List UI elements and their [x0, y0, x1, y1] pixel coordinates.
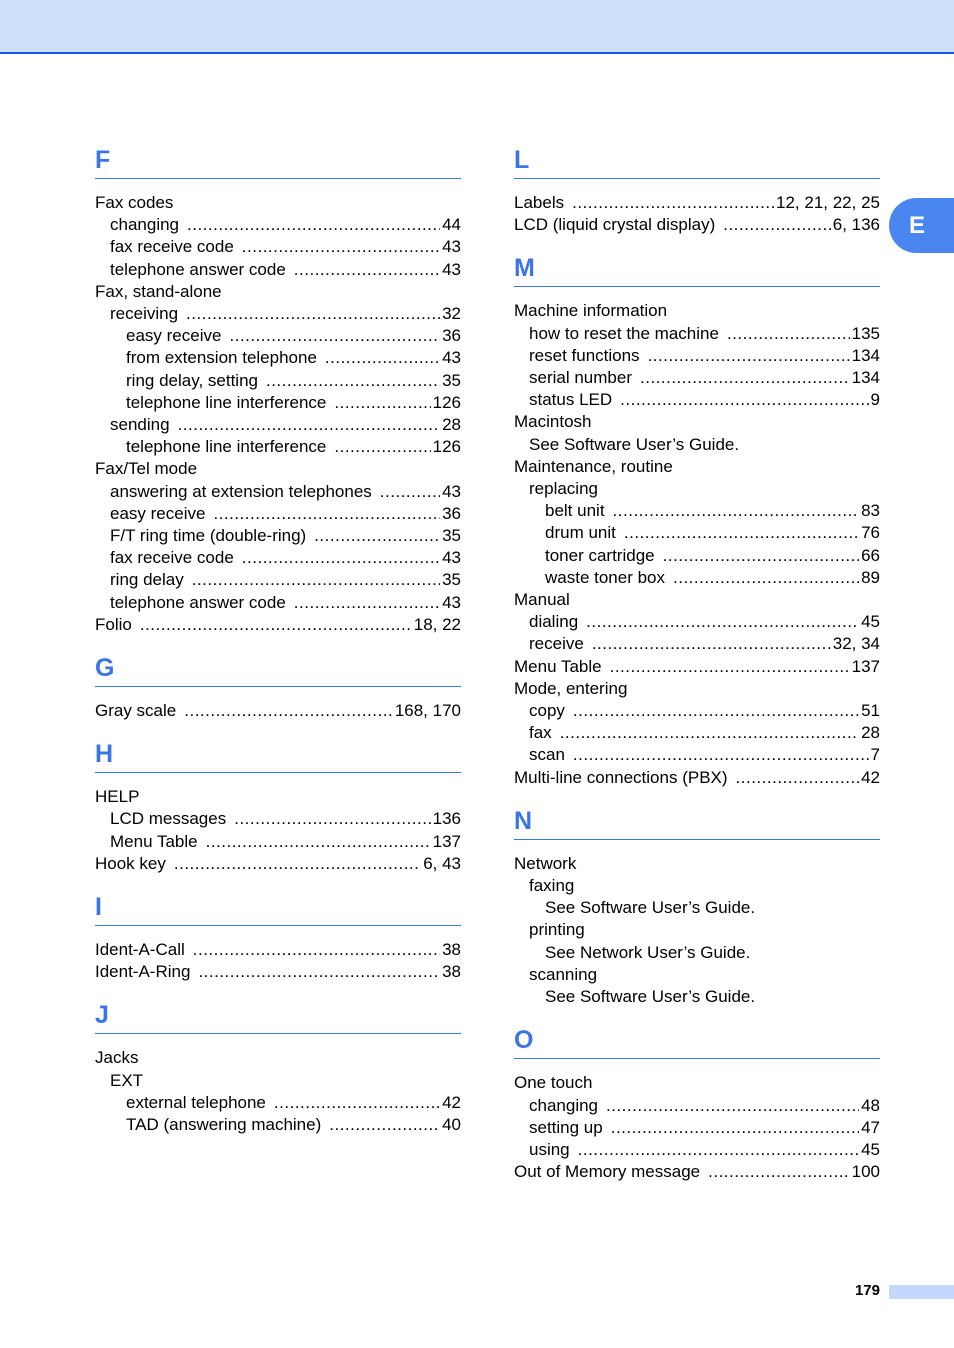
- index-entry-page[interactable]: 43: [442, 237, 461, 257]
- index-entry: [95, 786, 461, 808]
- index-entry-text: See Software User’s Guide.: [529, 434, 740, 454]
- index-entry: [95, 192, 461, 214]
- index-entry-page[interactable]: 43: [442, 259, 461, 279]
- index-entry: [514, 611, 880, 633]
- index-entry-text: external telephone: [126, 1092, 266, 1112]
- index-entry: [514, 767, 880, 789]
- index-entry: [95, 458, 461, 480]
- index-section-g: [95, 650, 461, 722]
- index-entry-text: LCD (liquid crystal display): [514, 215, 716, 235]
- index-entry-page[interactable]: 18, 22: [413, 614, 461, 634]
- index-entry-page[interactable]: 126: [432, 437, 461, 457]
- index-entry-page[interactable]: 12, 21, 22, 25: [776, 193, 880, 212]
- dot-leader: [184, 700, 393, 722]
- index-entry-text: serial number: [529, 368, 632, 388]
- dot-leader: [234, 808, 430, 830]
- index-entry: [514, 300, 880, 322]
- index-entry: [514, 192, 880, 214]
- index-entry-page[interactable]: 45: [861, 1139, 880, 1159]
- index-entry-page[interactable]: 47: [861, 1117, 880, 1137]
- index-entry: [514, 1095, 880, 1117]
- index-entry-text: printing: [529, 920, 585, 940]
- index-entry-page[interactable]: 134: [851, 345, 880, 365]
- index-entry-text: dialing: [529, 612, 579, 632]
- index-entry: [514, 633, 880, 655]
- index-entry-page[interactable]: 35: [442, 370, 461, 390]
- index-entry-text: Fax codes: [95, 193, 174, 212]
- dot-leader: [573, 700, 859, 722]
- index-entry: [514, 589, 880, 611]
- index-entry-text: from extension telephone: [126, 348, 317, 368]
- index-entry: [95, 831, 461, 853]
- index-entry-page[interactable]: 126: [432, 392, 461, 412]
- page-number-bar: [889, 1285, 954, 1299]
- index-entry-page[interactable]: 7: [870, 745, 880, 765]
- index-entry: [514, 389, 880, 411]
- dot-leader: [586, 611, 859, 633]
- index-entry-page[interactable]: 38: [442, 962, 461, 982]
- index-entry-text: drum unit: [545, 523, 616, 543]
- index-entry-text: Menu Table: [514, 656, 602, 676]
- section-letter-heading: F: [95, 142, 461, 179]
- index-entry-text: EXT: [110, 1070, 144, 1090]
- index-entry-page[interactable]: 36: [442, 326, 461, 346]
- index-entry-page[interactable]: 43: [442, 348, 461, 368]
- dot-leader: [606, 1095, 859, 1117]
- index-entry-text: sending: [110, 415, 170, 435]
- index-entry-text: Network: [514, 853, 577, 873]
- dot-leader: [213, 503, 440, 525]
- index-entry: [514, 853, 880, 875]
- index-entry: [95, 281, 461, 303]
- index-entry-text: See Network User’s Guide.: [545, 942, 751, 962]
- section-letter-heading: G: [95, 650, 461, 687]
- index-entry: [514, 875, 880, 897]
- dot-leader: [613, 500, 860, 522]
- index-entry-text: receive: [529, 634, 584, 654]
- index-entry: [95, 325, 461, 347]
- index-entry-page[interactable]: 35: [442, 526, 461, 546]
- dot-leader: [624, 522, 859, 544]
- index-entry-text: changing: [529, 1095, 599, 1115]
- index-entry: [95, 392, 461, 414]
- section-letter-heading: L: [514, 142, 880, 179]
- index-entry-page[interactable]: 89: [861, 567, 880, 587]
- index-entry-page[interactable]: 135: [851, 323, 880, 343]
- dot-leader: [708, 1161, 850, 1183]
- index-section-o: [514, 1022, 880, 1183]
- index-entry-text: Manual: [514, 590, 570, 610]
- dot-leader: [229, 325, 440, 347]
- index-entry-text: telephone line interference: [126, 392, 327, 412]
- index-entry-text: Gray scale: [95, 701, 177, 721]
- index-entry: [514, 567, 880, 589]
- index-entry: [95, 481, 461, 503]
- index-entry-text: Folio: [95, 614, 132, 634]
- index-entry-text: ring delay, setting: [126, 370, 258, 390]
- index-entry-page[interactable]: 137: [851, 656, 880, 676]
- index-entry-text: fax receive code: [110, 548, 234, 568]
- index-section-j: [95, 997, 461, 1136]
- index-entry-text: telephone answer code: [110, 592, 286, 612]
- index-entry-text: easy receive: [126, 326, 222, 346]
- index-entry-text: changing: [110, 215, 180, 235]
- index-column-right: [514, 142, 880, 1197]
- index-entry-text: Fax, stand-alone: [95, 281, 222, 301]
- dot-leader: [611, 1117, 859, 1139]
- index-entry-page[interactable]: 48: [861, 1095, 880, 1115]
- index-entry-page[interactable]: 35: [442, 570, 461, 590]
- index-section-l: [514, 142, 880, 236]
- index-entry: [95, 370, 461, 392]
- index-entry-page[interactable]: 6, 43: [423, 853, 461, 873]
- index-entry: [514, 897, 880, 919]
- index-entry: [95, 547, 461, 569]
- dot-leader: [723, 214, 831, 236]
- dot-leader: [329, 1114, 440, 1136]
- index-entry-page[interactable]: 76: [861, 523, 880, 543]
- dot-leader: [242, 236, 440, 258]
- index-entry: [95, 214, 461, 236]
- index-entry-text: status LED: [529, 390, 613, 410]
- index-entry-text: Menu Table: [110, 831, 198, 851]
- index-entry: [514, 722, 880, 744]
- index-entry-page[interactable]: 83: [861, 501, 880, 521]
- index-entry-text: belt unit: [545, 501, 605, 521]
- dot-leader: [325, 347, 440, 369]
- index-entry-page[interactable]: 100: [851, 1162, 880, 1182]
- dot-leader: [560, 722, 859, 744]
- index-entry: [514, 656, 880, 678]
- index-entry-text: receiving: [110, 304, 179, 324]
- index-entry: [514, 986, 880, 1008]
- index-entry-text: how to reset the machine: [529, 323, 719, 343]
- index-entry: [95, 700, 461, 722]
- section-letter-heading: H: [95, 736, 461, 773]
- index-entry: [514, 1072, 880, 1094]
- index-entry-page[interactable]: 38: [442, 940, 461, 960]
- index-entry-page[interactable]: 134: [851, 368, 880, 388]
- dot-leader: [648, 345, 850, 367]
- index-entry-text: Ident-A-Call: [95, 940, 185, 960]
- index-entry-page[interactable]: 137: [432, 831, 461, 851]
- index-entry-text: waste toner box: [545, 567, 666, 587]
- index-entry-text: reset functions: [529, 345, 640, 365]
- index-entry: [514, 1117, 880, 1139]
- index-entry-text: LCD messages: [110, 809, 227, 829]
- dot-leader: [610, 656, 850, 678]
- index-entry: [514, 678, 880, 700]
- index-entry-page[interactable]: 32, 34: [832, 634, 880, 654]
- index-entry-text: answering at extension telephones: [110, 481, 372, 501]
- index-entry: [514, 744, 880, 766]
- index-entry: [95, 1092, 461, 1114]
- index-entry-page[interactable]: 28: [442, 415, 461, 435]
- index-entry: [514, 411, 880, 433]
- index-entry: [95, 236, 461, 258]
- index-entry: [95, 1070, 461, 1092]
- index-entry-page[interactable]: 168, 170: [394, 701, 461, 721]
- dot-leader: [187, 214, 440, 236]
- dot-leader: [572, 192, 774, 214]
- dot-leader: [736, 767, 860, 789]
- index-entry-page[interactable]: 42: [861, 767, 880, 787]
- index-entry: [95, 259, 461, 281]
- index-entry-text: telephone line interference: [126, 437, 327, 457]
- dot-leader: [186, 303, 440, 325]
- index-entry-text: One touch: [514, 1073, 593, 1093]
- dot-leader: [727, 323, 850, 345]
- index-entry-text: fax: [529, 723, 552, 743]
- index-entry: [514, 700, 880, 722]
- index-entry-page[interactable]: 42: [442, 1092, 461, 1112]
- index-entry-text: Multi-line connections (PBX): [514, 767, 728, 787]
- index-entry: [514, 1139, 880, 1161]
- index-entry: [514, 500, 880, 522]
- index-entry-text: faxing: [529, 876, 575, 896]
- index-entry: [514, 345, 880, 367]
- dot-leader: [314, 525, 440, 547]
- index-entry-text: copy: [529, 701, 565, 721]
- index-entry-text: TAD (answering machine): [126, 1115, 322, 1135]
- index-entry-text: Ident-A-Ring: [95, 962, 191, 982]
- index-entry: [514, 456, 880, 478]
- index-entry: [95, 961, 461, 983]
- dot-leader: [640, 367, 850, 389]
- index-entry-page[interactable]: 43: [442, 481, 461, 501]
- index-entry: [95, 592, 461, 614]
- index-entry: [95, 303, 461, 325]
- dot-leader: [198, 961, 440, 983]
- index-section-m: [514, 250, 880, 788]
- section-letter-heading: M: [514, 250, 880, 287]
- index-entry-page[interactable]: 36: [442, 503, 461, 523]
- index-entry: [95, 939, 461, 961]
- index-entry-text: Jacks: [95, 1048, 139, 1068]
- index-entry: [95, 614, 461, 636]
- dot-leader: [294, 592, 440, 614]
- dot-leader: [193, 939, 440, 961]
- dot-leader: [242, 547, 440, 569]
- index-entry: [95, 808, 461, 830]
- index-entry-text: fax receive code: [110, 237, 234, 257]
- index-entry-page[interactable]: 32: [442, 304, 461, 324]
- index-entry: [95, 347, 461, 369]
- dot-leader: [266, 370, 440, 392]
- index-section-h: [95, 736, 461, 875]
- index-entry-text: Macintosh: [514, 412, 592, 432]
- index-entry-text: F/T ring time (double-ring): [110, 526, 307, 546]
- index-entry-page[interactable]: 28: [861, 723, 880, 743]
- index-entry-text: See Software User’s Guide.: [545, 898, 756, 918]
- index-entry-page[interactable]: 136: [432, 809, 461, 829]
- header-band: [0, 0, 954, 54]
- index-entry-text: Machine information: [514, 301, 668, 321]
- index-entry-page[interactable]: 40: [442, 1115, 461, 1135]
- index-entry-text: HELP: [95, 787, 140, 807]
- dot-leader: [334, 436, 430, 458]
- dot-leader: [140, 614, 412, 636]
- index-entry-text: See Software User’s Guide.: [545, 987, 756, 1007]
- index-entry-page[interactable]: 6, 136: [832, 215, 880, 235]
- index-section-i: [95, 889, 461, 983]
- index-entry: [514, 522, 880, 544]
- index-entry: [514, 478, 880, 500]
- dot-leader: [192, 569, 440, 591]
- section-letter-heading: I: [95, 889, 461, 926]
- index-column-left: [95, 142, 461, 1150]
- index-entry-page[interactable]: 9: [870, 390, 880, 410]
- dot-leader: [294, 259, 440, 281]
- index-entry-page[interactable]: 43: [442, 592, 461, 612]
- index-entry: [514, 214, 880, 236]
- index-entry-text: ring delay: [110, 570, 184, 590]
- index-entry-page[interactable]: 45: [861, 612, 880, 632]
- index-entry: [95, 1114, 461, 1136]
- index-entry: [95, 525, 461, 547]
- index-entry-page[interactable]: 51: [861, 701, 880, 721]
- dot-leader: [573, 744, 869, 766]
- index-entry: [95, 853, 461, 875]
- section-letter-heading: N: [514, 803, 880, 840]
- index-section-n: [514, 803, 880, 1008]
- dot-leader: [578, 1139, 859, 1161]
- index-entry-text: setting up: [529, 1117, 603, 1137]
- index-entry-text: telephone answer code: [110, 259, 286, 279]
- index-entry-text: Fax/Tel mode: [95, 459, 198, 479]
- index-entry-text: Maintenance, routine: [514, 456, 673, 476]
- index-entry-page[interactable]: 66: [861, 545, 880, 565]
- dot-leader: [174, 853, 421, 875]
- index-entry-text: Hook key: [95, 853, 166, 873]
- index-entry-text: Mode, entering: [514, 678, 628, 698]
- section-letter-heading: J: [95, 997, 461, 1034]
- index-entry-text: Labels: [514, 193, 565, 212]
- dot-leader: [592, 633, 831, 655]
- index-entry: [514, 942, 880, 964]
- index-entry-page[interactable]: 44: [442, 215, 461, 235]
- dot-leader: [620, 389, 868, 411]
- dot-leader: [380, 481, 440, 503]
- index-entry: [514, 964, 880, 986]
- index-entry-text: toner cartridge: [545, 545, 655, 565]
- index-entry: [514, 434, 880, 456]
- section-letter-heading: O: [514, 1022, 880, 1059]
- dot-leader: [206, 831, 431, 853]
- index-entry: [514, 919, 880, 941]
- index-entry: [95, 503, 461, 525]
- dot-leader: [663, 545, 859, 567]
- dot-leader: [334, 392, 430, 414]
- dot-leader: [673, 567, 859, 589]
- index-entry: [514, 1161, 880, 1183]
- index-entry: [95, 1047, 461, 1069]
- page-number: 179: [854, 1282, 880, 1299]
- index-entry-text: using: [529, 1139, 570, 1159]
- index-entry: [95, 569, 461, 591]
- index-entry: [95, 436, 461, 458]
- dot-leader: [178, 414, 441, 436]
- index-entry-page[interactable]: 43: [442, 548, 461, 568]
- index-entry-text: easy receive: [110, 503, 206, 523]
- index-entry-text: scanning: [529, 964, 598, 984]
- dot-leader: [274, 1092, 440, 1114]
- index-entry: [514, 367, 880, 389]
- index-section-f: [95, 142, 461, 636]
- index-entry: [95, 414, 461, 436]
- index-entry: [514, 323, 880, 345]
- index-entry-text: scan: [529, 745, 565, 765]
- index-entry-text: replacing: [529, 479, 598, 499]
- index-entry-text: Out of Memory message: [514, 1162, 701, 1182]
- index-entry: [514, 545, 880, 567]
- chapter-tab: E: [889, 198, 954, 253]
